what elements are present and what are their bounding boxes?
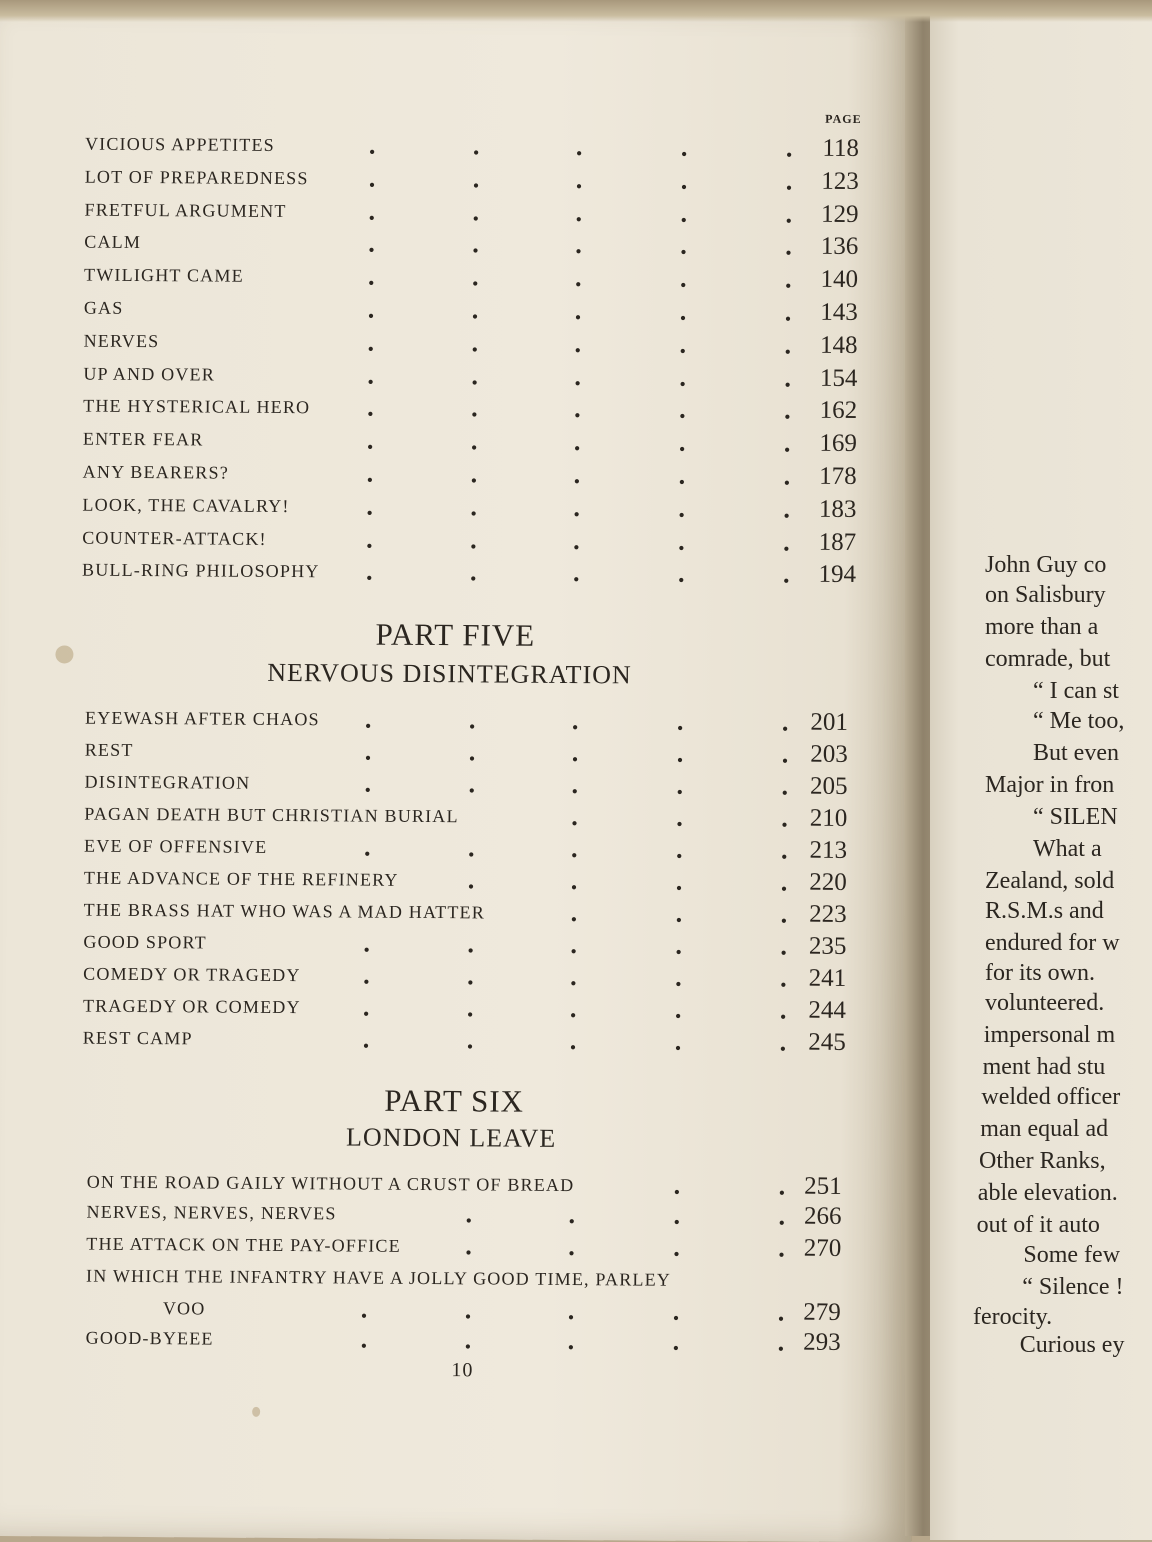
body-text-line: “ Me too, bbox=[1033, 708, 1125, 734]
toc-page-number: 143 bbox=[820, 298, 858, 326]
toc-entry-title: THE BRASS HAT WHO WAS A MAD HATTER bbox=[83, 899, 486, 923]
leader-dot: . bbox=[571, 802, 580, 832]
leader-dot: . bbox=[781, 739, 790, 769]
leader-dot: . bbox=[781, 803, 790, 833]
toc-row bbox=[86, 1261, 841, 1296]
leader-dot: . bbox=[471, 360, 480, 390]
leader-dot: . bbox=[470, 492, 479, 522]
toc-row bbox=[86, 1323, 841, 1358]
page-stain bbox=[55, 645, 73, 663]
leader-dot: . bbox=[780, 835, 789, 865]
leader-dot: . bbox=[363, 960, 372, 990]
leader-dot: . bbox=[364, 704, 373, 734]
leader-dot: . bbox=[781, 707, 790, 737]
leader-dot: . bbox=[675, 962, 683, 992]
leader-dot: . bbox=[468, 705, 477, 735]
leader-dot: . bbox=[780, 867, 789, 897]
leader-dot: . bbox=[679, 263, 688, 293]
toc-row bbox=[84, 260, 858, 295]
toc-entry-title: LOT OF PREPAREDNESS bbox=[84, 166, 309, 188]
leader-dot: . bbox=[465, 1199, 474, 1229]
toc-row bbox=[83, 424, 857, 459]
leader-dot: . bbox=[471, 295, 480, 325]
body-text-line: “ Silence ! bbox=[1022, 1274, 1124, 1300]
toc-entry-title: FRETFUL ARGUMENT bbox=[84, 199, 287, 221]
leader-dot: . bbox=[571, 706, 580, 736]
toc-entry-title: CALM bbox=[84, 231, 142, 253]
leader-dot: . bbox=[678, 427, 687, 457]
toc-page-number: 123 bbox=[821, 167, 859, 195]
toc-row bbox=[86, 1197, 841, 1232]
leader-dot: . bbox=[672, 1326, 681, 1356]
body-text-line: Some few bbox=[1023, 1242, 1121, 1268]
leader-dot: . bbox=[575, 230, 584, 260]
leader-dot: . bbox=[572, 558, 581, 588]
leader-dot: . bbox=[365, 556, 374, 587]
toc-row bbox=[83, 927, 846, 962]
leader-dot: . bbox=[676, 738, 685, 768]
leader-dot: . bbox=[778, 1171, 787, 1201]
part-five-title: PART FIVE bbox=[375, 616, 536, 653]
leader-dot: . bbox=[469, 557, 478, 587]
toc-entry-title: EVE OF OFFENSIVE bbox=[84, 835, 268, 857]
leader-dot: . bbox=[470, 426, 479, 456]
leader-dot: . bbox=[466, 993, 475, 1023]
leader-dot: . bbox=[468, 769, 477, 799]
body-text-line: endured for w bbox=[985, 930, 1120, 956]
toc-row bbox=[84, 895, 847, 930]
leader-dot: . bbox=[574, 328, 583, 358]
leader-dot: . bbox=[783, 494, 792, 524]
leader-dot: . bbox=[680, 198, 689, 228]
leader-dot: . bbox=[364, 736, 373, 766]
leader-dot: . bbox=[783, 428, 792, 458]
leader-dot: . bbox=[573, 525, 582, 555]
leader-dot: . bbox=[570, 866, 579, 896]
toc-row bbox=[82, 555, 856, 590]
leader-dot: . bbox=[472, 229, 481, 259]
leader-dot: . bbox=[777, 1327, 786, 1357]
body-text-line: out of it auto bbox=[976, 1212, 1100, 1238]
toc-row bbox=[83, 991, 846, 1026]
toc-entry-title: ENTER FEAR bbox=[82, 428, 204, 450]
leader-dot: . bbox=[567, 1325, 576, 1356]
toc-entry-title: NERVES, NERVES, NERVES bbox=[86, 1201, 337, 1224]
leader-dot: . bbox=[471, 393, 479, 423]
toc-entry-title: ANY BEARERS? bbox=[82, 461, 230, 483]
body-text-line: “ I can st bbox=[1033, 678, 1119, 704]
leader-dot: . bbox=[571, 770, 580, 800]
leader-dot: . bbox=[674, 994, 683, 1024]
leader-dot: . bbox=[674, 1026, 683, 1056]
toc-row bbox=[163, 1293, 841, 1328]
leader-dot: . bbox=[467, 961, 476, 991]
leader-dot: . bbox=[785, 199, 794, 229]
toc-row bbox=[83, 1023, 846, 1058]
leader-dot: . bbox=[677, 559, 686, 589]
toc-page-number: 136 bbox=[820, 233, 859, 261]
leader-dot: . bbox=[567, 1295, 576, 1326]
toc-row bbox=[83, 391, 857, 426]
leader-dot: . bbox=[784, 264, 793, 294]
leader-dot: . bbox=[570, 898, 579, 928]
toc-page-number: 210 bbox=[809, 804, 848, 832]
leader-dot: . bbox=[784, 395, 792, 425]
toc-row bbox=[82, 522, 856, 557]
body-text-line: able elevation. bbox=[977, 1180, 1118, 1206]
leader-dot: . bbox=[362, 1024, 371, 1054]
leader-dot: . bbox=[673, 1200, 682, 1230]
toc-page-number: 244 bbox=[808, 996, 847, 1024]
toc-page-number: 245 bbox=[808, 1028, 846, 1056]
page-number: 10 bbox=[451, 1359, 474, 1382]
toc-page-number: 213 bbox=[809, 836, 848, 864]
toc-page-number: 187 bbox=[818, 528, 857, 556]
toc-entry-title: IN WHICH THE INFANTRY HAVE A JOLLY GOOD TIME, PARLEY bbox=[86, 1265, 672, 1290]
leader-dot: . bbox=[680, 132, 689, 162]
part-six-title: PART SIX bbox=[384, 1082, 525, 1119]
body-text-line: on Salisbury bbox=[985, 582, 1106, 608]
leader-dot: . bbox=[676, 802, 685, 832]
leader-dot: . bbox=[570, 834, 579, 864]
toc-row bbox=[84, 227, 858, 262]
leader-dot: . bbox=[673, 1232, 682, 1262]
leader-dot: . bbox=[366, 458, 375, 488]
leader-dot: . bbox=[779, 995, 788, 1025]
toc-entry-title: VICIOUS APPETITES bbox=[84, 133, 275, 155]
leader-dot: . bbox=[575, 197, 584, 227]
toc-page-number: 251 bbox=[804, 1172, 842, 1200]
toc-entry-title: VOO bbox=[162, 1298, 206, 1319]
toc-page-number: 235 bbox=[808, 932, 847, 960]
leader-dot: . bbox=[360, 1294, 369, 1324]
toc-entry-title: EYEWASH AFTER CHAOS bbox=[84, 707, 320, 730]
toc-entry-title: GOOD SPORT bbox=[83, 931, 207, 953]
leader-dot: . bbox=[568, 1199, 577, 1230]
leader-dot: . bbox=[363, 928, 372, 958]
leader-dot: . bbox=[678, 493, 687, 523]
leader-dot: . bbox=[779, 1027, 788, 1057]
toc-row bbox=[84, 194, 858, 229]
toc-row bbox=[84, 831, 847, 866]
book-top-edge bbox=[0, 0, 1152, 22]
leader-dot: . bbox=[573, 492, 582, 522]
body-text-line: ment had stu bbox=[982, 1054, 1106, 1080]
body-text-line: welded officer bbox=[981, 1084, 1121, 1110]
toc-row bbox=[84, 799, 847, 834]
leader-dot: . bbox=[366, 425, 375, 455]
leader-dot: . bbox=[785, 231, 794, 261]
toc-row bbox=[86, 1229, 841, 1264]
body-text-line: But even bbox=[1033, 740, 1119, 766]
body-text-line: ferocity. bbox=[973, 1304, 1053, 1330]
toc-entry-title: PAGAN DEATH BUT CHRISTIAN BURIAL bbox=[84, 803, 459, 827]
leader-dot: . bbox=[470, 524, 479, 554]
leader-dot: . bbox=[575, 164, 584, 194]
body-text-line: for its own. bbox=[985, 960, 1095, 986]
leader-dot: . bbox=[573, 460, 582, 490]
leader-dot: . bbox=[570, 962, 579, 992]
leader-dot: . bbox=[574, 263, 583, 293]
leader-dot: . bbox=[783, 527, 792, 557]
leader-dot: . bbox=[781, 771, 790, 801]
leader-dot: . bbox=[467, 833, 476, 863]
leader-dot: . bbox=[360, 1324, 369, 1354]
body-text-line: comrade, but bbox=[985, 646, 1111, 672]
leader-dot: . bbox=[363, 832, 372, 862]
leader-dot: . bbox=[571, 738, 580, 768]
leader-dot: . bbox=[574, 296, 583, 326]
toc-row bbox=[84, 863, 847, 898]
leader-dot: . bbox=[785, 133, 794, 163]
leader-dot: . bbox=[679, 395, 687, 425]
leader-dot: . bbox=[784, 363, 793, 393]
part-six-subtitle: LONDON LEAVE bbox=[345, 1122, 557, 1153]
toc-page-number: 129 bbox=[820, 200, 859, 228]
toc-row bbox=[84, 293, 858, 328]
leader-dot: . bbox=[675, 930, 684, 960]
leader-dot: . bbox=[780, 963, 788, 993]
leader-dot: . bbox=[569, 994, 578, 1024]
body-text-line: “ SILEN bbox=[1033, 804, 1118, 830]
leader-dot: . bbox=[464, 1325, 473, 1355]
leader-dot: . bbox=[575, 132, 584, 162]
toc-row bbox=[85, 129, 859, 164]
toc-row bbox=[85, 735, 848, 770]
leader-dot: . bbox=[367, 360, 376, 390]
leader-dot: . bbox=[368, 228, 377, 259]
leader-dot: . bbox=[470, 459, 479, 489]
toc-page-number: 293 bbox=[803, 1328, 841, 1356]
leader-dot: . bbox=[785, 166, 794, 196]
toc-entry-title: REST CAMP bbox=[82, 1027, 193, 1049]
toc-entry-title: LOOK, THE CAVALRY! bbox=[82, 494, 290, 516]
leader-dot: . bbox=[574, 361, 583, 391]
leader-dot: . bbox=[680, 231, 689, 261]
toc-page-number: 220 bbox=[809, 868, 847, 896]
toc-page-number: 183 bbox=[818, 495, 857, 523]
toc-entry-title: GAS bbox=[83, 297, 124, 318]
leader-dot: . bbox=[472, 196, 481, 226]
page-stain bbox=[252, 1407, 260, 1417]
leader-dot: . bbox=[783, 461, 792, 491]
body-text-line: more than a bbox=[985, 614, 1099, 640]
toc-page-number: 194 bbox=[818, 561, 857, 589]
body-text-line: Zealand, sold bbox=[985, 868, 1115, 894]
leader-dot: . bbox=[679, 329, 688, 359]
toc-entry-title: UP AND OVER bbox=[83, 363, 216, 385]
leader-dot: . bbox=[568, 1231, 577, 1262]
leader-dot: . bbox=[672, 1296, 681, 1326]
toc-page-number: 162 bbox=[819, 397, 858, 425]
body-text-line: volunteered. bbox=[985, 990, 1105, 1016]
toc-page-number: 148 bbox=[820, 331, 858, 359]
leader-dot: . bbox=[471, 262, 480, 292]
leader-dot: . bbox=[680, 165, 689, 195]
leader-dot: . bbox=[569, 1026, 578, 1056]
toc-row bbox=[83, 457, 857, 492]
toc-row bbox=[83, 358, 857, 393]
leader-dot: . bbox=[573, 427, 582, 457]
toc-entry-title: THE ATTACK ON THE PAY-OFFICE bbox=[86, 1233, 401, 1256]
toc-page-number: 140 bbox=[820, 265, 859, 294]
body-text-line: R.S.M.s and bbox=[985, 898, 1104, 924]
leader-dot: . bbox=[780, 931, 789, 961]
leader-dot: . bbox=[471, 328, 480, 358]
toc-entry-title: TRAGEDY OR COMEDY bbox=[82, 995, 301, 1018]
toc-entry-title: THE ADVANCE OF THE REFINERY bbox=[83, 867, 399, 890]
leader-dot: . bbox=[465, 1231, 474, 1261]
toc-entry-title: THE HYSTERICAL HERO bbox=[83, 395, 311, 418]
leader-dot: . bbox=[466, 1025, 475, 1055]
toc-entry-title: ON THE ROAD GAILY WITHOUT A CRUST OF BREAD bbox=[86, 1171, 575, 1196]
toc-entry-title: GOOD-BYEEE bbox=[85, 1327, 214, 1349]
toc-entry-title: COUNTER-ATTACK! bbox=[82, 527, 267, 549]
leader-dot: . bbox=[676, 706, 685, 736]
leader-dot: . bbox=[679, 362, 688, 392]
toc-entry-title: BULL-RING PHILOSOPHY bbox=[81, 559, 320, 582]
body-text-line: impersonal m bbox=[983, 1022, 1116, 1048]
toc-entry-title: TWILIGHT CAME bbox=[84, 264, 244, 286]
leader-dot: . bbox=[780, 899, 789, 929]
leader-dot: . bbox=[782, 559, 791, 589]
toc-page-number: 241 bbox=[808, 964, 847, 992]
toc-page-number: 270 bbox=[803, 1234, 842, 1262]
toc-row bbox=[84, 325, 858, 360]
toc-page-number: 203 bbox=[810, 740, 848, 768]
toc-row bbox=[84, 767, 847, 802]
leader-dot: . bbox=[368, 196, 377, 226]
leader-dot: . bbox=[367, 294, 376, 324]
leader-dot: . bbox=[679, 296, 688, 326]
body-text-line: Major in fron bbox=[985, 772, 1115, 798]
toc-page-number: 279 bbox=[803, 1298, 841, 1326]
toc-page-number: 178 bbox=[819, 462, 857, 490]
leader-dot: . bbox=[676, 770, 685, 800]
page-column-label: PAGE bbox=[825, 111, 862, 127]
leader-dot: . bbox=[570, 930, 579, 960]
toc-row bbox=[85, 703, 848, 738]
leader-dot: . bbox=[472, 164, 481, 194]
leader-dot: . bbox=[464, 1295, 473, 1325]
toc-row bbox=[83, 959, 846, 994]
leader-dot: . bbox=[467, 865, 476, 895]
leader-dot: . bbox=[366, 524, 375, 554]
leader-dot: . bbox=[367, 392, 375, 423]
leader-dot: . bbox=[673, 1170, 682, 1200]
body-text-line: Curious ey bbox=[1019, 1332, 1125, 1358]
toc-row bbox=[85, 161, 859, 196]
leader-dot: . bbox=[368, 130, 377, 160]
leader-dot: . bbox=[784, 330, 793, 360]
leader-dot: . bbox=[675, 898, 684, 928]
body-text-line: man equal ad bbox=[980, 1116, 1109, 1142]
leader-dot: . bbox=[678, 460, 687, 490]
toc-entry-title: NERVES bbox=[83, 330, 160, 351]
toc-page-number: 154 bbox=[819, 364, 858, 392]
leader-dot: . bbox=[467, 929, 476, 959]
toc-page-number: 118 bbox=[822, 134, 860, 163]
leader-dot: . bbox=[778, 1201, 787, 1231]
toc-page-number: 205 bbox=[809, 772, 848, 800]
body-text-line: Other Ranks, bbox=[979, 1148, 1106, 1174]
body-text-line: John Guy co bbox=[985, 552, 1107, 578]
toc-entry-title: REST bbox=[84, 739, 134, 760]
leader-dot: . bbox=[472, 131, 481, 161]
leader-dot: . bbox=[675, 834, 684, 864]
toc-row bbox=[82, 489, 856, 524]
leader-dot: . bbox=[574, 394, 582, 424]
toc-page-number: 169 bbox=[819, 429, 858, 458]
leader-dot: . bbox=[364, 768, 373, 798]
leader-dot: . bbox=[368, 163, 377, 193]
leader-dot: . bbox=[367, 261, 376, 291]
leader-dot: . bbox=[367, 327, 376, 357]
leader-dot: . bbox=[778, 1233, 787, 1263]
toc-page-number: 201 bbox=[810, 708, 849, 736]
leader-dot: . bbox=[362, 992, 371, 1022]
leader-dot: . bbox=[675, 866, 684, 896]
leader-dot: . bbox=[366, 491, 375, 521]
toc-entry-title: DISINTEGRATION bbox=[84, 771, 251, 793]
leader-dot: . bbox=[777, 1297, 786, 1327]
body-text-line: What a bbox=[1033, 836, 1102, 862]
part-five-subtitle: NERVOUS DISINTEGRATION bbox=[267, 657, 632, 690]
leader-dot: . bbox=[784, 297, 793, 327]
leader-dot: . bbox=[678, 526, 687, 556]
leader-dot: . bbox=[468, 737, 477, 767]
toc-page-number: 266 bbox=[803, 1202, 842, 1230]
toc-entry-title: COMEDY OR TRAGEDY bbox=[83, 963, 301, 986]
toc-page-number: 223 bbox=[809, 900, 847, 928]
